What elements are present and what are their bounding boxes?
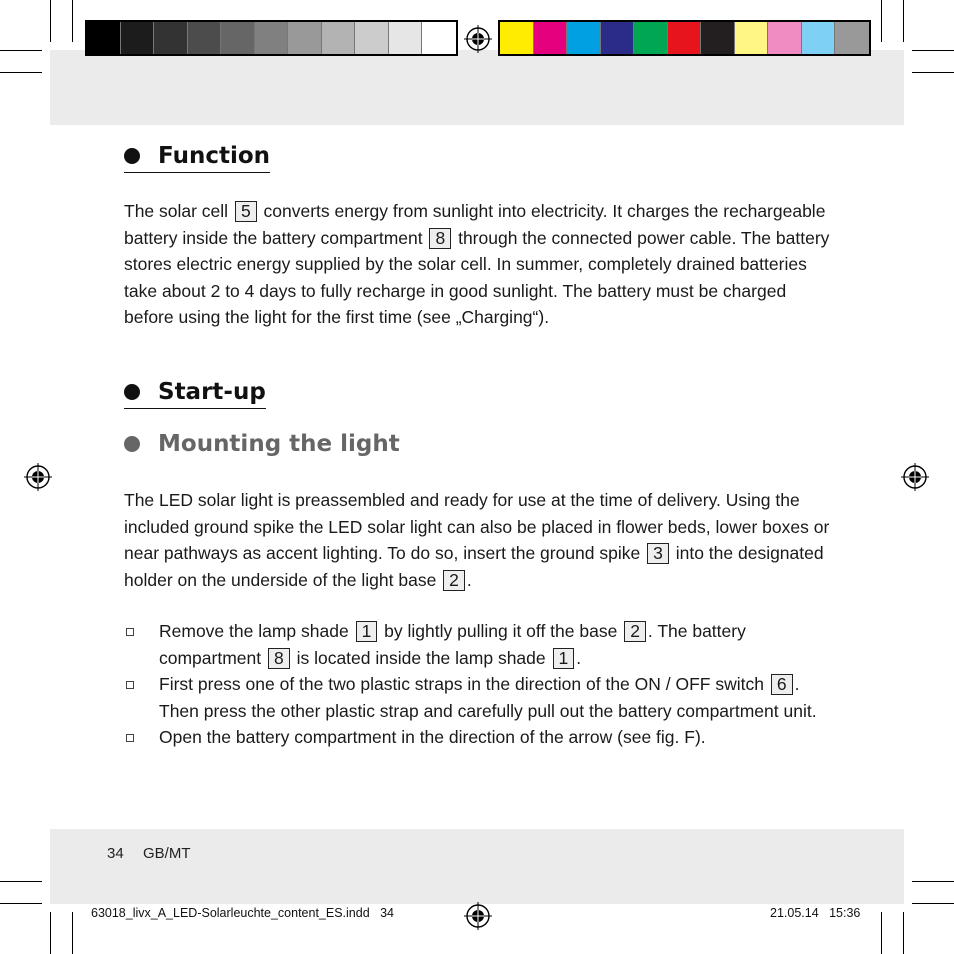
color-swatch xyxy=(422,22,456,54)
page-number: 34 xyxy=(107,845,124,862)
color-swatch xyxy=(567,22,601,54)
color-swatch xyxy=(121,22,155,54)
color-swatch xyxy=(500,22,534,54)
color-swatch xyxy=(835,22,869,54)
part-number-box: 8 xyxy=(268,648,290,669)
color-swatch xyxy=(87,22,121,54)
mounting-subheading-text: Mounting the light xyxy=(158,431,400,457)
function-paragraph: The solar cell 5 converts energy from sunlight into electricity. It charges the rechargeable battery inside the battery compartment 8 through the connected power cable. The battery stores electric energy supplied by the solar cell. In summer, completely drained batteries take about 2 to 4 days to fully recharge in good sunlight. The battery must be charged before using the light for the first time (see „Charging“). xyxy=(124,201,830,327)
list-item: Open the battery compartment in the direction of the arrow (see fig. F). xyxy=(124,724,834,751)
registration-mark-icon xyxy=(24,463,52,491)
registration-mark-icon xyxy=(464,25,492,53)
mounting-subheading xyxy=(124,429,400,459)
part-number-box: 1 xyxy=(553,648,575,669)
color-swatch xyxy=(154,22,188,54)
registration-mark-icon xyxy=(901,463,929,491)
mounting-paragraph: The LED solar light is preassembled and ready for use at the time of delivery. Using the included ground spike the LED solar light can also be placed in flower beds, lower boxes or near pathways as accent lighting. To do so, insert the ground spike 3 into the designated holder on the underside of the light base 2 . xyxy=(124,490,830,590)
bullet-dot-icon xyxy=(124,384,140,400)
part-number-box: 8 xyxy=(429,228,451,249)
bullet-dot-icon xyxy=(124,436,140,452)
part-number-box: 3 xyxy=(647,543,669,564)
color-swatch xyxy=(389,22,423,54)
color-swatch xyxy=(735,22,769,54)
function-heading-text: Function xyxy=(158,143,271,169)
page-language: GB/MT xyxy=(143,845,191,862)
color-swatch xyxy=(355,22,389,54)
color-swatch xyxy=(534,22,568,54)
part-number-box: 6 xyxy=(771,674,793,695)
color-swatch xyxy=(668,22,702,54)
bullet-dot-icon xyxy=(124,148,140,164)
color-swatch xyxy=(802,22,836,54)
grayscale-color-bar xyxy=(85,20,458,56)
color-swatch xyxy=(221,22,255,54)
list-item: First press one of the two plastic straps in the direction of the ON / OFF switch 6 . Then press the other plastic strap and carefully pull out the battery compartment unit. xyxy=(124,671,834,724)
color-swatch xyxy=(768,22,802,54)
bottom-gray-band xyxy=(50,829,904,904)
color-swatch xyxy=(288,22,322,54)
slug-filename: 63018_livx_A_LED-Solarleuchte_content_ES.indd 34 xyxy=(91,906,394,920)
part-number-box: 2 xyxy=(624,621,646,642)
slug-datetime: 21.05.14 15:36 xyxy=(770,906,861,920)
color-swatch xyxy=(322,22,356,54)
part-number-box: 2 xyxy=(443,570,465,591)
registration-mark-icon xyxy=(464,902,492,930)
function-heading xyxy=(124,141,270,173)
color-swatch xyxy=(255,22,289,54)
color-swatch xyxy=(601,22,635,54)
color-swatch xyxy=(634,22,668,54)
top-gray-band xyxy=(50,50,904,125)
color-swatch xyxy=(701,22,735,54)
instruction-list xyxy=(124,618,834,751)
startup-heading-text: Start-up xyxy=(158,379,266,405)
list-item: Remove the lamp shade 1 by lightly pulling it off the base 2 . The battery compartment 8 is located inside the lamp shade 1 . xyxy=(124,618,834,671)
part-number-box: 5 xyxy=(235,201,257,222)
checkbox-square-icon xyxy=(126,628,134,636)
color-swatch xyxy=(188,22,222,54)
part-number-box: 1 xyxy=(356,621,378,642)
checkbox-square-icon xyxy=(126,681,134,689)
checkbox-square-icon xyxy=(126,734,134,742)
process-color-bar xyxy=(498,20,871,56)
startup-heading xyxy=(124,377,266,409)
